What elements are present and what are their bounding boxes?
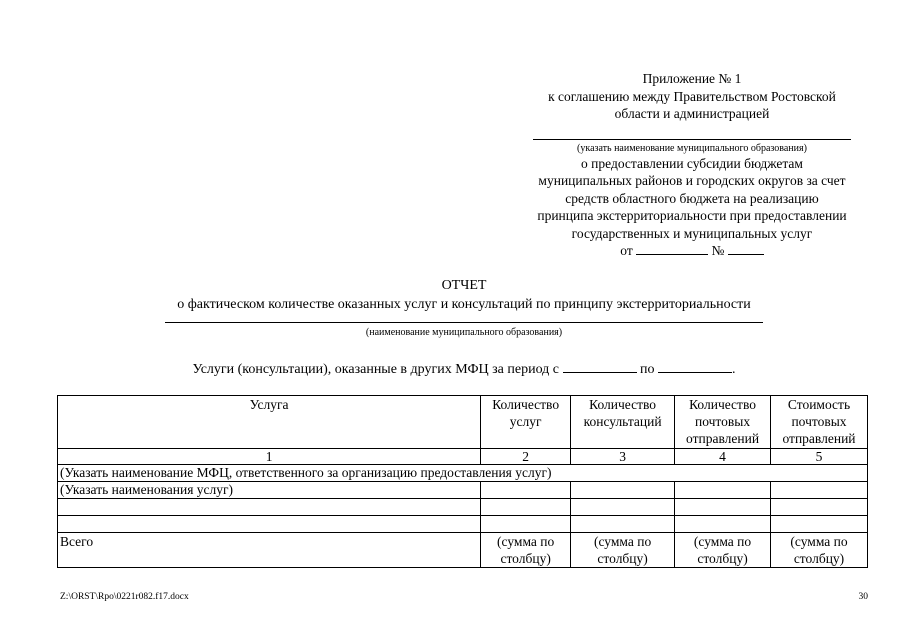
appendix-line: государственных и муниципальных услуг (571, 225, 813, 241)
municipality-caption: (указать наименование муниципального образования) (577, 142, 807, 154)
total-cell: (сумма по столбцу) (771, 533, 868, 568)
municipality-blank-line (533, 127, 851, 140)
number-prefix: № (711, 243, 725, 258)
footer-page-number: 30 (858, 592, 868, 602)
table-cell (675, 482, 771, 499)
table-cell (771, 482, 868, 499)
appendix-line: принципа экстерриториальности при предоставлении (537, 208, 847, 223)
table-cell (571, 499, 675, 516)
table-cell (771, 499, 868, 516)
table-row (58, 499, 868, 516)
total-cell: (сумма по столбцу) (675, 533, 771, 568)
mfc-row (58, 465, 868, 482)
total-cell: (сумма по столбцу) (481, 533, 571, 568)
appendix-title: Приложение № 1 (642, 71, 742, 86)
period-to-blank (658, 360, 732, 373)
appendix-line: области и администрацией (614, 106, 770, 121)
municipality-name-caption: (наименование муниципального образования) (365, 327, 563, 338)
total-label: Всего (58, 533, 481, 568)
table-cell (771, 516, 868, 533)
header-services-count: Количество услуг (481, 396, 571, 449)
report-heading (60, 276, 868, 314)
table-cell (481, 499, 571, 516)
report-title: ОТЧЕТ (441, 278, 487, 293)
period-end: . (732, 362, 736, 377)
footer-file-path: Z:\ORST\Rpo\0221r082.f17.docx (60, 592, 189, 602)
table-cell (571, 516, 675, 533)
table-row (58, 516, 868, 533)
column-number-row (58, 449, 868, 465)
table-cell (58, 499, 481, 516)
report-table (57, 395, 868, 568)
total-cell: (сумма по столбцу) (571, 533, 675, 568)
number-blank (728, 242, 764, 255)
period-to: по (640, 362, 655, 377)
table-cell (571, 482, 675, 499)
period-text: Услуги (консультации), оказанные в других МФЦ за период с (192, 362, 560, 377)
period-from-blank (563, 360, 637, 373)
column-number: 3 (571, 449, 675, 465)
table-cell (481, 482, 571, 499)
appendix-line: к соглашению между Правительством Ростовской (548, 88, 836, 104)
report-subtitle: о фактическом количестве оказанных услуг и консультаций по принципу экстерриториальности (177, 297, 751, 312)
header-mail-count: Количество почтовых отправлений (675, 396, 771, 449)
appendix-line: средств областного бюджета на реализацию (565, 190, 819, 206)
header-consultations-count: Количество консультаций (571, 396, 675, 449)
period-line (60, 360, 868, 378)
date-blank (636, 242, 708, 255)
table-cell (481, 516, 571, 533)
appendix-line: муниципальных районов и городских округов за счет (538, 173, 846, 188)
municipality-name-line (165, 322, 763, 323)
column-number: 5 (771, 449, 868, 465)
total-row (58, 533, 868, 568)
date-prefix: от (620, 243, 633, 258)
table-cell (58, 516, 481, 533)
column-number: 4 (675, 449, 771, 465)
services-row (58, 482, 868, 499)
appendix-block (510, 70, 874, 260)
table-cell (675, 499, 771, 516)
header-service: Услуга (58, 396, 481, 449)
header-mail-cost: Стоимость почтовых отправлений (771, 396, 868, 449)
date-number-line (510, 242, 874, 260)
header-row (58, 396, 868, 449)
table-cell (675, 516, 771, 533)
column-number: 1 (58, 449, 481, 465)
appendix-line: о предоставлении субсидии бюджетам (581, 155, 803, 171)
mfc-instruction: (Указать наименование МФЦ, ответственного за организацию предоставления услуг) (58, 465, 868, 482)
column-number: 2 (481, 449, 571, 465)
services-instruction: (Указать наименования услуг) (58, 482, 481, 499)
